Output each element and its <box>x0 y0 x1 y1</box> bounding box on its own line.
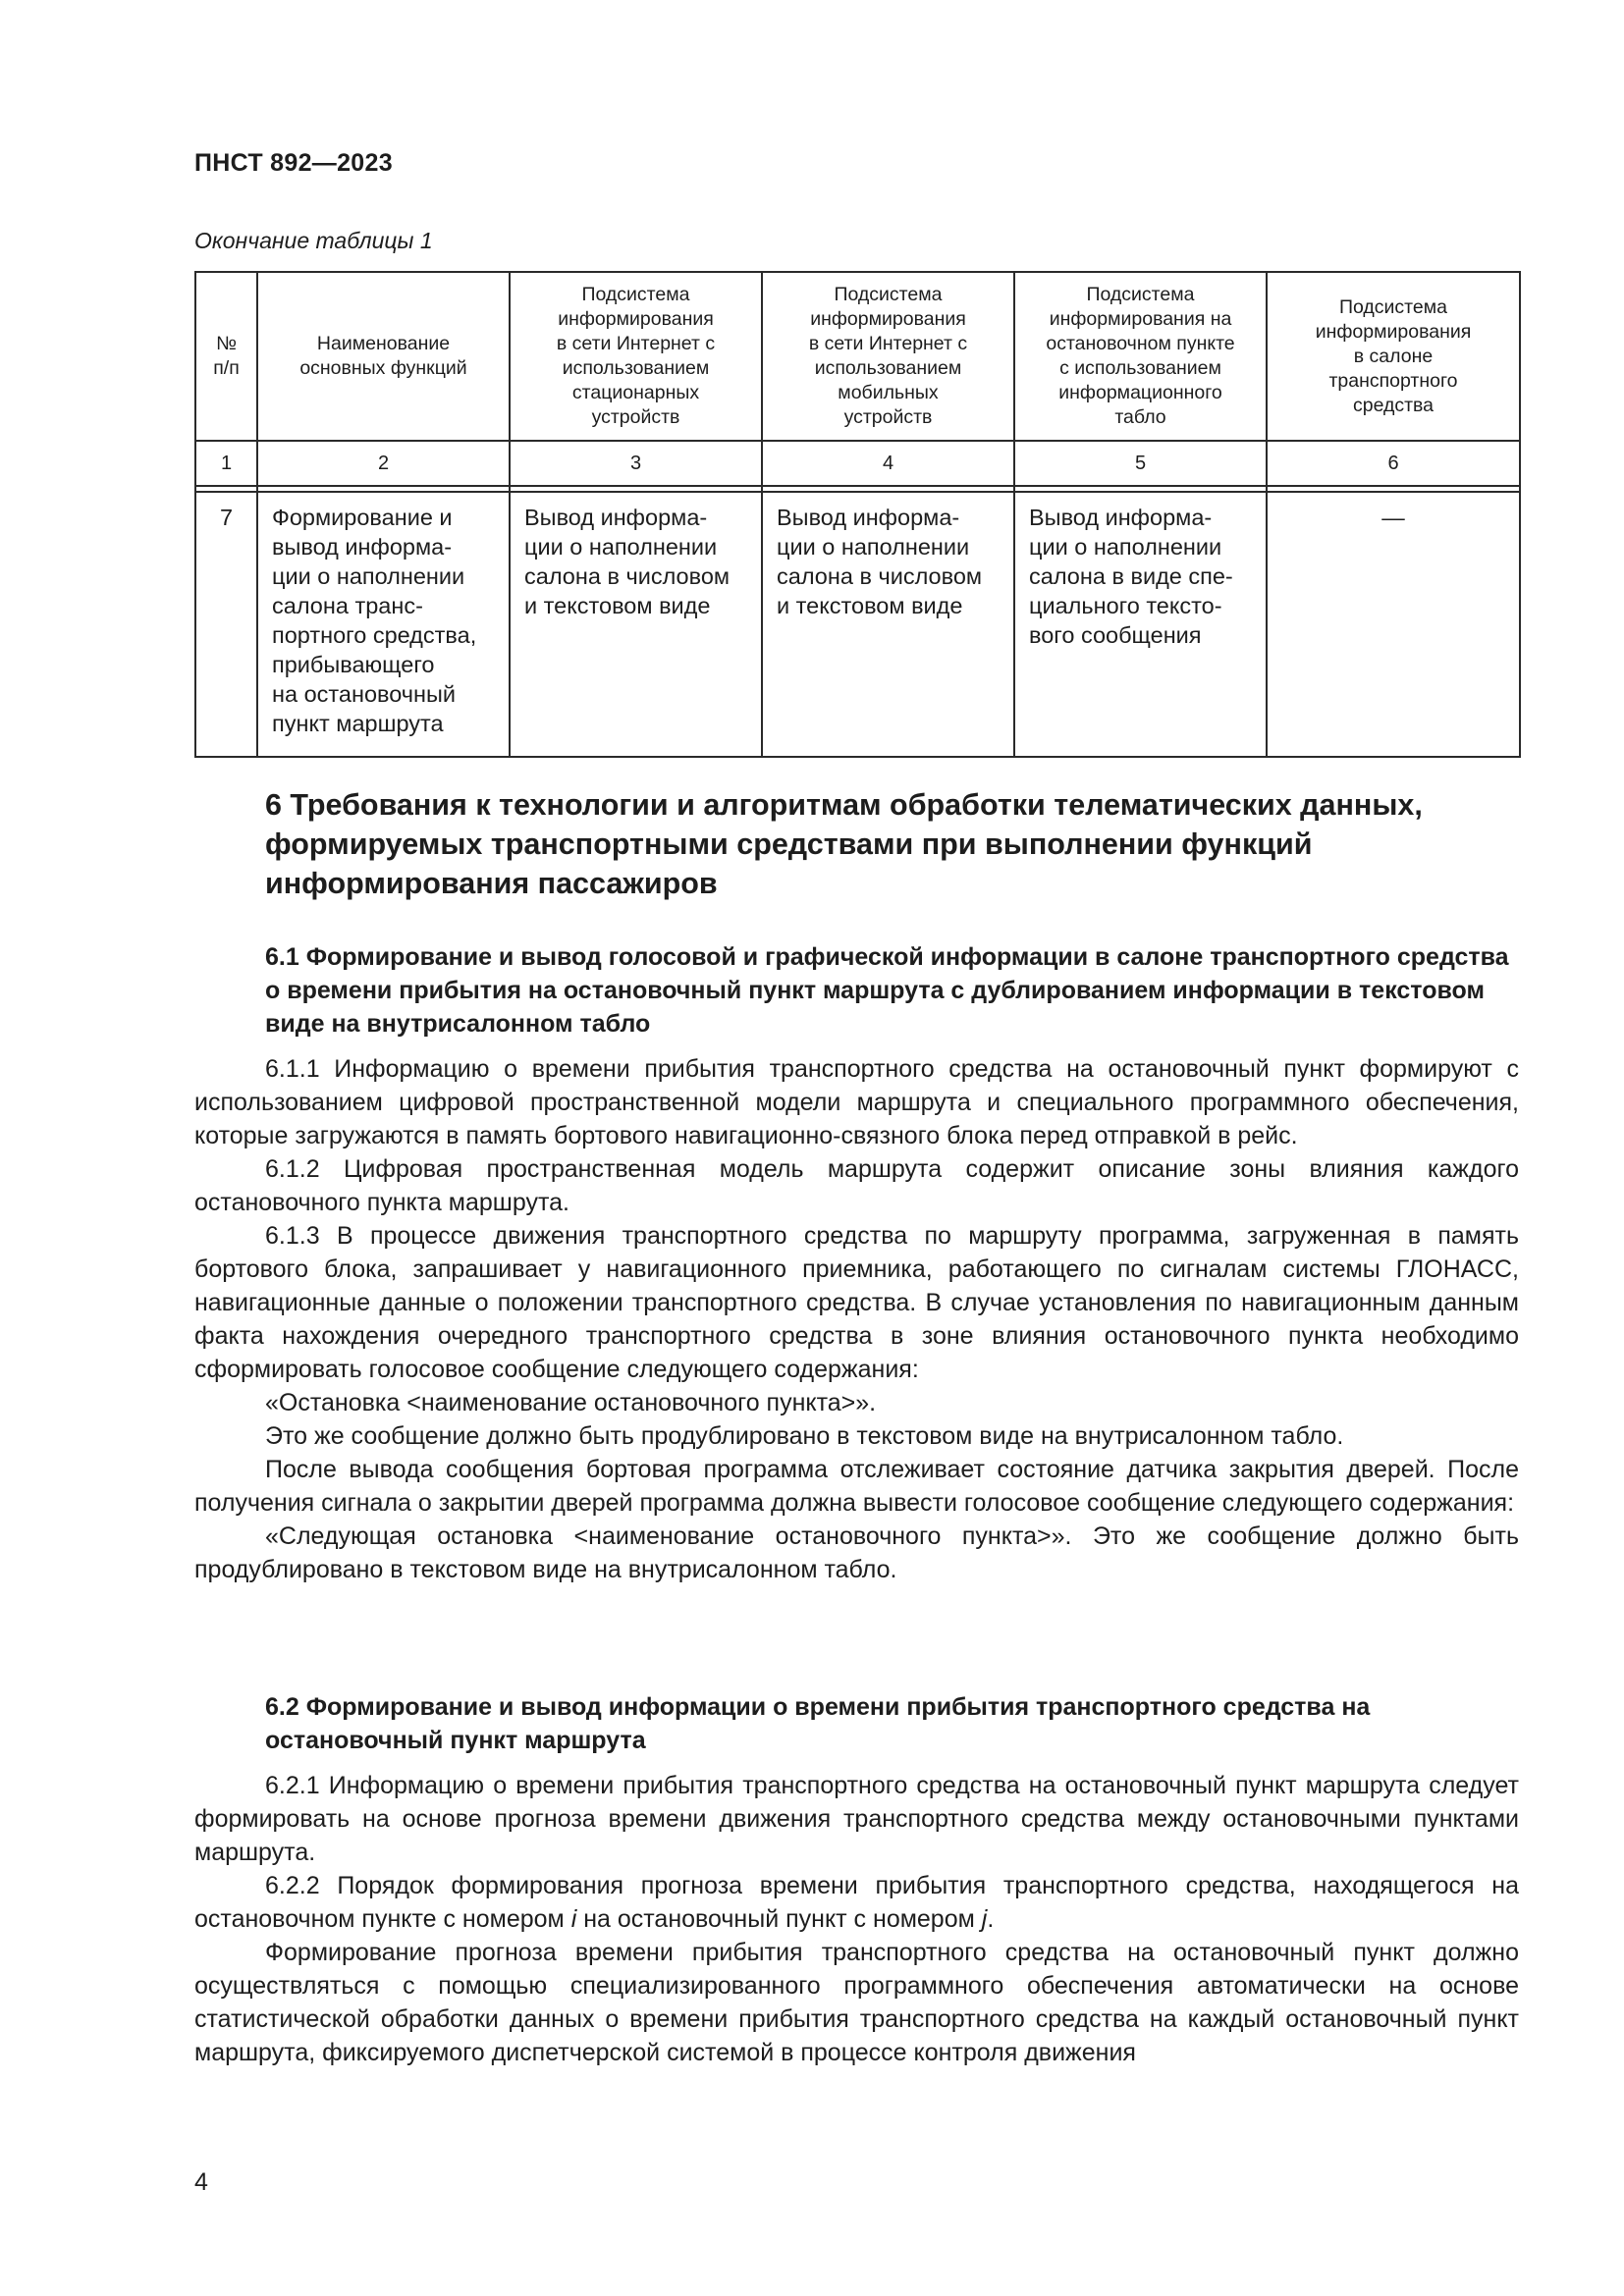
subsection-6-2-body <box>194 1769 1519 2069</box>
section-6-heading: 6 Требования к технологии и алгоритмам обработки телематических данных, формируемых транспортными средствами при выполнении функций информирования пассажиров <box>265 788 1423 900</box>
column-number: 5 <box>1014 441 1267 486</box>
document-code: ПНСТ 892—2023 <box>194 149 393 177</box>
row-number: 7 <box>195 492 257 757</box>
table-header-row <box>195 272 1520 441</box>
column-number: 6 <box>1267 441 1520 486</box>
paragraph: 6.2.2 Порядок формирования прогноза времени прибытия транспортного средства, находящегося на остановочном пункте с номером i на остановочный пункт с номером j. <box>194 1872 1519 1933</box>
paragraph: 6.2.1 Информацию о времени прибытия транспортного средства на остановочный пункт маршрута следует формировать на основе прогноза времени движения транспортного средства между остановочными пунктами маршрута. <box>194 1772 1519 1866</box>
subsection-6-1-heading: 6.1 Формирование и вывод голосовой и графической информации в салоне транспортного средства о времени прибытия на остановочный пункт маршрута с дублированием информации в текстовом виде на внутрисалонном табло <box>265 943 1509 1038</box>
functions-table <box>194 271 1521 758</box>
paragraph: Формирование прогноза времени прибытия транспортного средства на остановочный пункт должно осуществляться с помощью специализированного программного обеспечения автоматически на основе статистической обработки данных о времени прибытия транспортного средства на каждый остановочный пункт маршрута, фиксируемого диспетчерской системой в процессе контроля движения <box>194 1939 1519 2066</box>
column-header: № п/п <box>195 272 257 441</box>
table-column-numbers-row <box>195 441 1520 486</box>
column-header: Наименование основных функций <box>257 272 510 441</box>
paragraph: 6.1.1 Информацию о времени прибытия транспортного средства на остановочный пункт формируют с использованием цифровой пространственной модели маршрута и специального программного обеспечения, которые загружаются в память бортового навигационно-связного блока перед отправкой в рейс. <box>194 1055 1519 1149</box>
paragraph: «Следующая остановка <наименование остановочного пункта>». Это же сообщение должно быть продублировано в текстовом виде на внутрисалонном табло. <box>194 1522 1519 1583</box>
paragraph: После вывода сообщения бортовая программа отслеживает состояние датчика закрытия дверей. После получения сигнала о закрытии дверей программа должна вывести голосовое сообщение следующего содержания: <box>194 1456 1519 1517</box>
row-stop-board-cell: Вывод информа- ции о наполнении салона в виде спе- циального тексто- вого сообщения <box>1014 492 1267 757</box>
column-header: Подсистема информирования в сети Интернет с использованием мобильных устройств <box>762 272 1014 441</box>
column-number: 4 <box>762 441 1014 486</box>
column-header: Подсистема информирования в сети Интернет с использованием стационарных устройств <box>510 272 762 441</box>
paragraph: «Остановка <наименование остановочного пункта>». <box>265 1389 877 1416</box>
subsection-6-2-heading: 6.2 Формирование и вывод информации о времени прибытия транспортного средства на остановочный пункт маршрута <box>265 1693 1371 1754</box>
paragraph: 6.1.3 В процессе движения транспортного средства по маршруту программа, загруженная в память бортового блока, запрашивает у навигационного приемника, работающего по сигналам системы ГЛОНАСС, навигационные данные о положении транспортного средства. В случае установления по навигационным данным факта нахождения очередного транспортного средства в зоне влияния остановочного пункта необходимо сформировать голосовое сообщение следующего содержания: <box>194 1222 1519 1383</box>
column-header: Подсистема информирования в салоне транспортного средства <box>1267 272 1520 441</box>
row-mobile-cell: Вывод информа- ции о наполнении салона в числовом и текстовом виде <box>762 492 1014 757</box>
column-number: 2 <box>257 441 510 486</box>
table-caption: Окончание таблицы 1 <box>194 228 433 253</box>
row-stationary-cell: Вывод информа- ции о наполнении салона в числовом и текстовом виде <box>510 492 762 757</box>
row-function-cell: Формирование и вывод информа- ции о наполнении салона транс- портного средства, прибывающего на остановочный пункт маршрута <box>257 492 510 757</box>
column-number: 1 <box>195 441 257 486</box>
subsection-6-1-body <box>194 1052 1519 1586</box>
page-number: 4 <box>194 2168 208 2196</box>
column-header: Подсистема информирования на остановочном пункте с использованием информационного табло <box>1014 272 1267 441</box>
paragraph: Это же сообщение должно быть продублировано в текстовом виде на внутрисалонном табло. <box>265 1422 1344 1450</box>
column-number: 3 <box>510 441 762 486</box>
row-in-vehicle-cell: — <box>1267 492 1520 757</box>
table-row <box>195 492 1520 757</box>
paragraph: 6.1.2 Цифровая пространственная модель маршрута содержит описание зоны влияния каждого остановочного пункта маршрута. <box>194 1155 1519 1216</box>
